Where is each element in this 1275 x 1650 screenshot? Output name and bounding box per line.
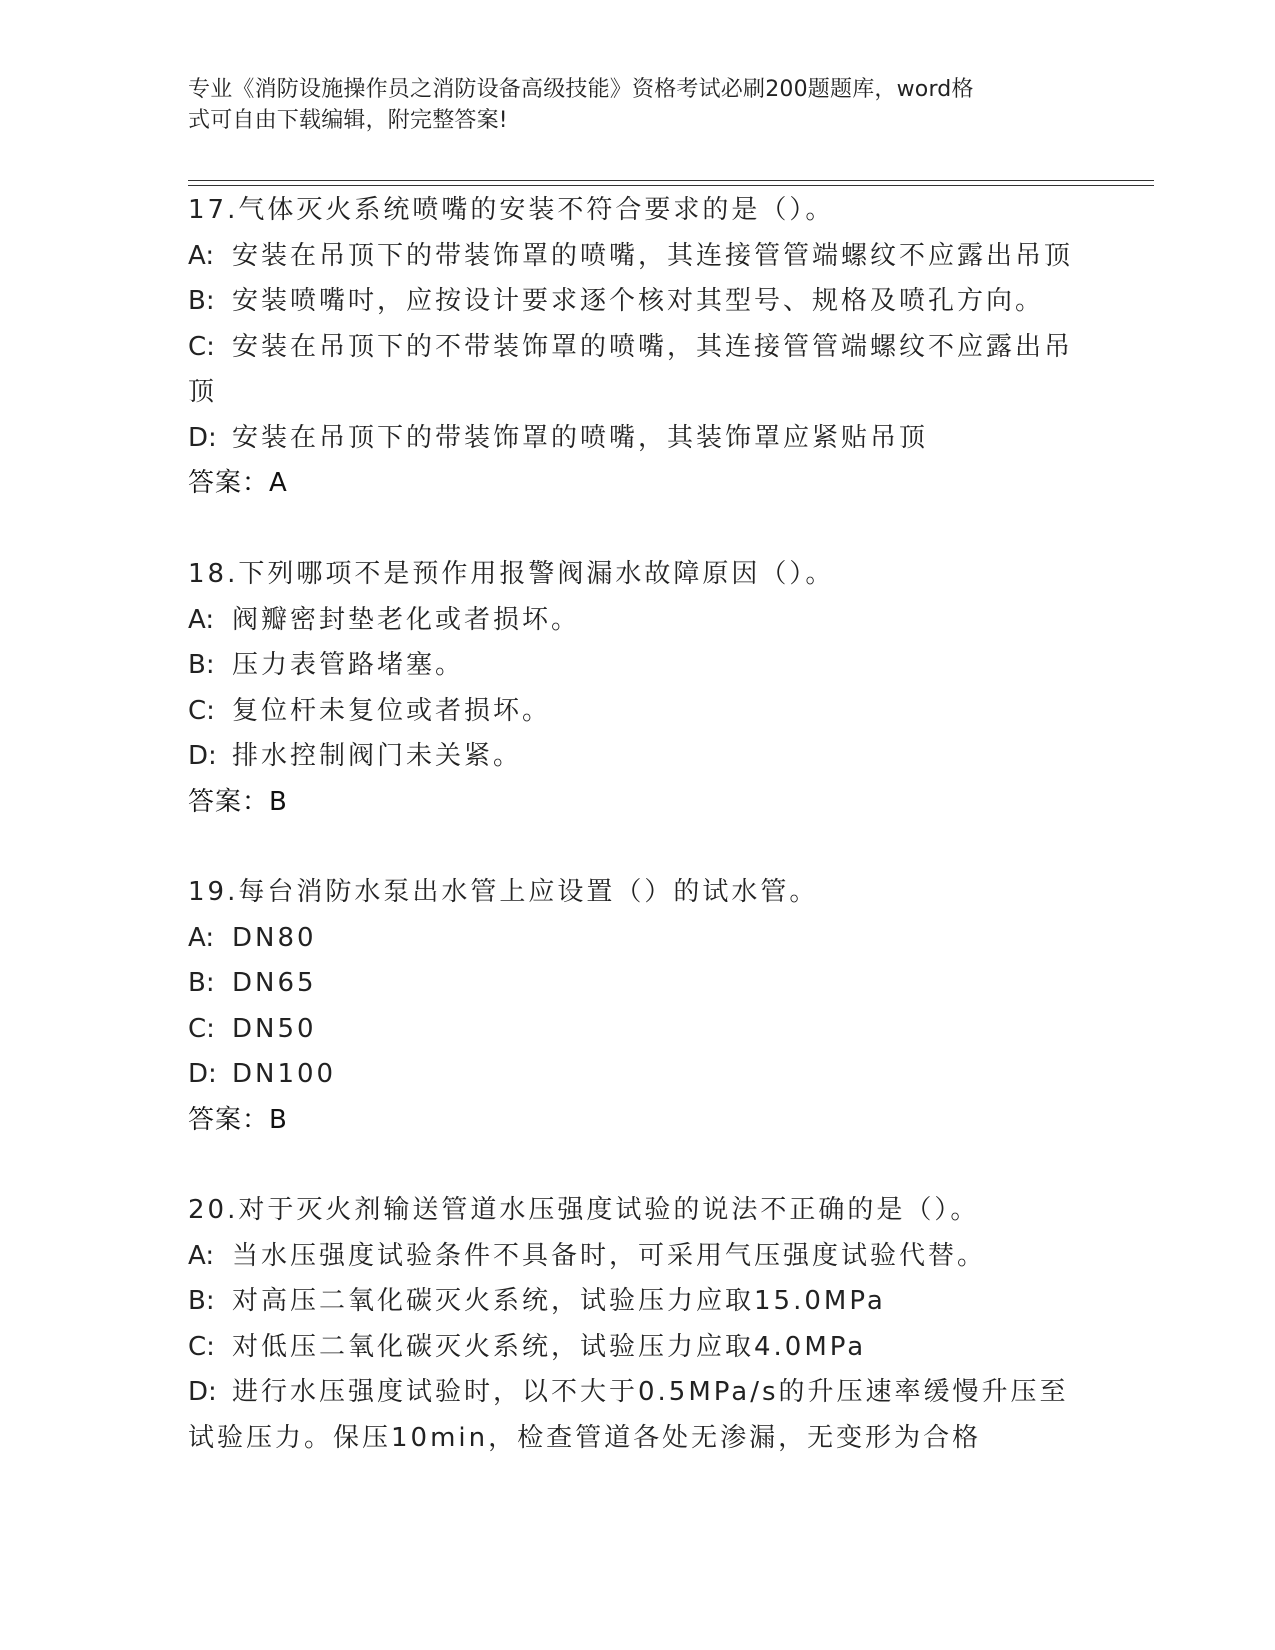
- answer-line: 答案：B: [188, 1104, 288, 1135]
- option-text: 进行水压强度试验时，以不大于0.5MPa/s的升压速率缓慢升压至试验压力。保压10min，检查管道各处无渗漏，无变形为合格: [188, 1377, 1069, 1453]
- question-20: [188, 1188, 1088, 1461]
- option-text: DN50: [232, 1013, 317, 1044]
- question-stem: 19.每台消防水泵出水管上应设置（）的试水管。: [188, 877, 819, 907]
- option-label: A:: [188, 604, 215, 635]
- option-d: [188, 734, 1088, 780]
- option-label: D:: [188, 422, 217, 453]
- header-divider-bottom: [188, 185, 1154, 186]
- option-text: DN65: [232, 968, 317, 998]
- option-label: C:: [188, 1331, 215, 1362]
- option-text: 安装在吊顶下的带装饰罩的喷嘴，其装饰罩应紧贴吊顶: [232, 422, 929, 453]
- option-label: A:: [188, 922, 215, 953]
- question-17: [188, 188, 1088, 507]
- option-a: [188, 598, 1088, 644]
- option-label: A:: [188, 240, 215, 271]
- option-label: D:: [188, 1059, 217, 1089]
- option-text: 当水压强度试验条件不具备时，可采用气压强度试验代替。: [232, 1240, 987, 1271]
- option-a: [188, 234, 1088, 280]
- option-text: 安装在吊顶下的带装饰罩的喷嘴，其连接管管端螺纹不应露出吊顶: [232, 240, 1074, 271]
- header-line-1: 专业《消防设施操作员之消防设备高级技能》资格考试必刷200题题库，word格: [188, 77, 974, 102]
- answer-line: 答案：A: [188, 468, 288, 498]
- document-header: [188, 74, 1068, 136]
- option-label: D:: [188, 741, 217, 771]
- option-label: B:: [188, 650, 215, 680]
- option-text: 安装在吊顶下的不带装饰罩的喷嘴，其连接管管端螺纹不应露出吊顶: [188, 331, 1074, 407]
- option-label: C:: [188, 331, 215, 362]
- option-d: [188, 416, 1088, 462]
- option-text: 对高压二氧化碳灭火系统，试验压力应取15.0MPa: [232, 1286, 886, 1316]
- option-text: DN100: [232, 1059, 337, 1089]
- header-line-2: 式可自由下载编辑，附完整答案!: [188, 108, 508, 133]
- option-label: B:: [188, 968, 215, 998]
- question-stem: 17.气体灭火系统喷嘴的安装不符合要求的是（）。: [188, 195, 835, 225]
- option-d: [188, 1370, 1088, 1461]
- option-label: D:: [188, 1377, 217, 1407]
- option-label: A:: [188, 1240, 215, 1271]
- option-text: 压力表管路堵塞。: [232, 650, 465, 680]
- option-text: 对低压二氧化碳灭火系统，试验压力应取4.0MPa: [232, 1331, 867, 1362]
- option-a: [188, 916, 1088, 962]
- answer-line: 答案：B: [188, 786, 288, 817]
- option-b: [188, 961, 1088, 1007]
- option-label: B:: [188, 1286, 215, 1316]
- option-b: [188, 1279, 1088, 1325]
- option-c: [188, 689, 1088, 735]
- question-19: [188, 870, 1088, 1143]
- option-label: C:: [188, 1013, 215, 1044]
- option-label: C:: [188, 695, 215, 726]
- header-divider-top: [188, 180, 1154, 181]
- option-c: [188, 1325, 1088, 1371]
- option-label: B:: [188, 286, 215, 316]
- option-a: [188, 1234, 1088, 1280]
- option-d: [188, 1052, 1088, 1098]
- option-text: DN80: [232, 922, 317, 953]
- option-c: [188, 1007, 1088, 1053]
- option-text: 复位杆未复位或者损坏。: [232, 695, 552, 726]
- question-stem: 20.对于灭火剂输送管道水压强度试验的说法不正确的是（）。: [188, 1195, 980, 1225]
- question-stem: 18.下列哪项不是预作用报警阀漏水故障原因（）。: [188, 559, 835, 589]
- option-b: [188, 643, 1088, 689]
- option-b: [188, 279, 1088, 325]
- question-18: [188, 552, 1088, 825]
- option-text: 阀瓣密封垫老化或者损坏。: [232, 604, 581, 635]
- option-text: 排水控制阀门未关紧。: [232, 741, 523, 771]
- option-c: [188, 325, 1088, 416]
- option-text: 安装喷嘴吋，应按设计要求逐个核对其型号、规格及喷孔方向。: [232, 286, 1045, 316]
